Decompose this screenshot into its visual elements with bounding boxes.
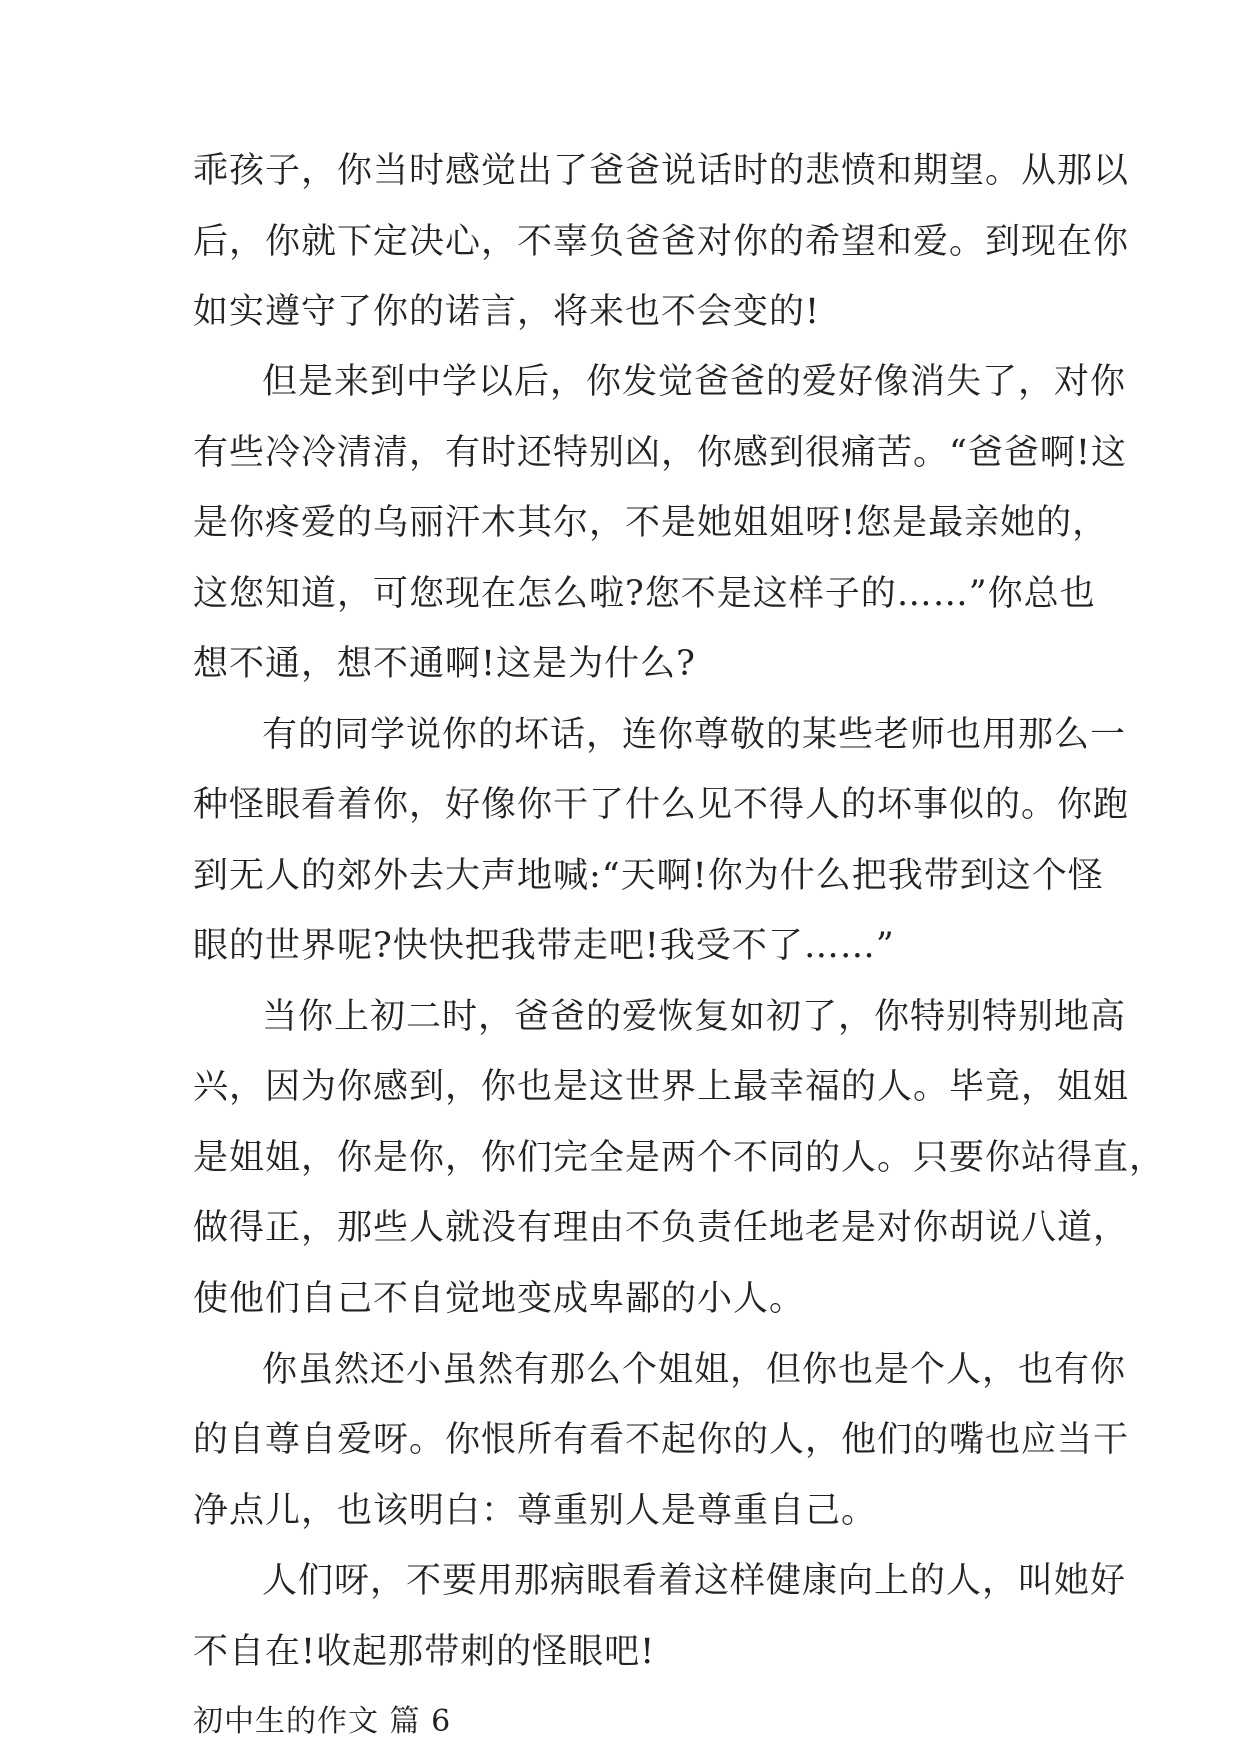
paragraph-start-line: 人们呀，不要用那病眼看着这样健康向上的人，叫她好	[262, 1561, 1127, 1601]
text-line: 后，你就下定决心，不辜负爸爸对你的希望和爱。到现在你	[193, 222, 1130, 262]
text-line: 使他们自己不自觉地变成卑鄙的小人。	[193, 1279, 806, 1319]
text-line: 有些冷冷清清，有时还特别凶，你感到很痛苦。“爸爸啊!这	[193, 433, 1127, 473]
text-line: 净点儿，也该明白：尊重别人是尊重自己。	[193, 1491, 878, 1531]
text-line: 的自尊自爱呀。你恨所有看不起你的人，他们的嘴也应当干	[193, 1420, 1130, 1460]
text-line: 是你疼爱的乌丽汗木其尔，不是她姐姐呀!您是最亲她的，	[193, 503, 1109, 543]
text-line: 想不通，想不通啊!这是为什么?	[193, 644, 696, 684]
text-line: 是姐姐，你是你，你们完全是两个不同的人。只要你站得直，	[193, 1138, 1166, 1178]
paragraph-start-line: 你虽然还小虽然有那么个姐姐，但你也是个人，也有你	[262, 1350, 1127, 1390]
text-line: 到无人的郊外去大声地喊:“天啊!你为什么把我带到这个怪	[193, 856, 1104, 896]
text-line: 如实遵守了你的诺言，将来也不会变的!	[193, 292, 821, 332]
text-line: 乖孩子，你当时感觉出了爸爸说话时的悲愤和期望。从那以	[193, 151, 1130, 191]
paragraph-start-line: 但是来到中学以后，你发觉爸爸的爱好像消失了，对你	[262, 362, 1127, 402]
text-line: 不自在!收起那带刺的怪眼吧!	[193, 1632, 656, 1672]
text-line: 眼的世界呢?快快把我带走吧!我受不了……”	[193, 926, 895, 966]
paragraph-start-line: 有的同学说你的坏话，连你尊敬的某些老师也用那么一	[262, 715, 1127, 755]
text-line: 这您知道，可您现在怎么啦?您不是这样子的……”你总也	[193, 574, 1096, 614]
text-line: 兴，因为你感到，你也是这世界上最幸福的人。毕竟，姐姐	[193, 1067, 1130, 1107]
paragraph-start-line: 当你上初二时，爸爸的爱恢复如初了，你特别特别地高	[262, 997, 1127, 1037]
text-line: 种怪眼看着你，好像你干了什么见不得人的坏事似的。你跑	[193, 785, 1130, 825]
section-heading: 初中生的作文 篇 6	[193, 1704, 452, 1739]
text-line: 做得正，那些人就没有理由不负责任地老是对你胡说八道，	[193, 1208, 1130, 1248]
